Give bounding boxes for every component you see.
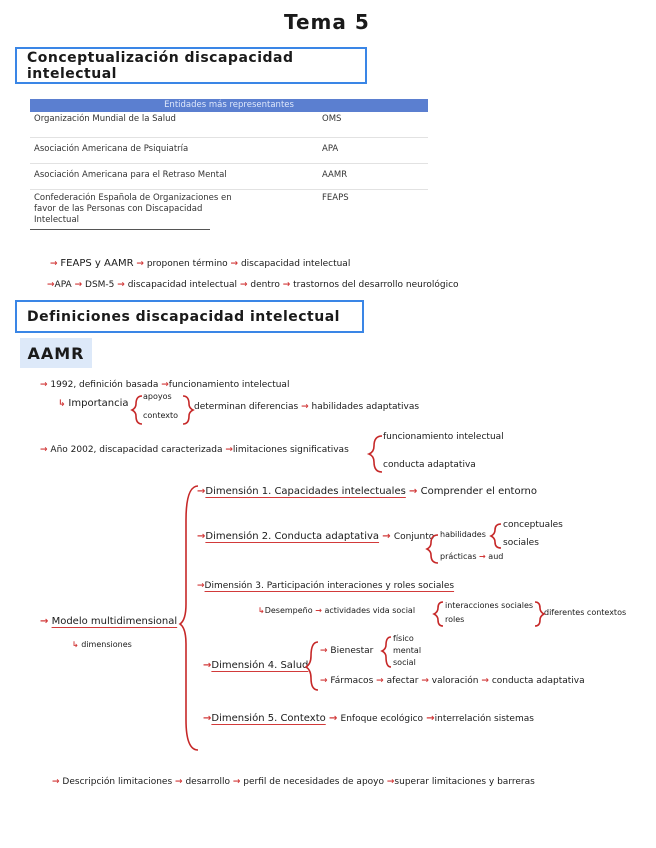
dim2-habilidades: habilidades <box>440 530 486 539</box>
table-cell-abbr: OMS <box>322 114 342 124</box>
importancia-item-apoyos: apoyos <box>143 392 172 401</box>
table-cell-entity: Confederación Española de Organizaciones en <box>34 193 232 203</box>
dim4-fisico: físico <box>393 634 414 643</box>
table-cell-entity: Asociación Americana para el Retraso Mental <box>34 170 227 180</box>
table-cell-abbr: AAMR <box>322 170 348 180</box>
brace-dim2-conjunto <box>427 535 438 563</box>
section-heading-text: Definiciones discapacidad intelectual <box>27 308 340 325</box>
dim4-social: social <box>393 658 416 667</box>
note-feaps-aamr: → FEAPS y AAMR → proponen término → discapacidad intelectual <box>50 258 351 269</box>
brace-modelo <box>180 486 198 750</box>
brace-dim2-habilidades <box>491 524 501 548</box>
table-header: Entidades más representantes <box>30 99 428 112</box>
brace-dim4 <box>306 642 318 690</box>
modelo-sub: ↳ dimensiones <box>72 640 132 649</box>
dim3-desempeno: ↳Desempeño → actividades vida social <box>258 606 416 615</box>
modelo-label: → Modelo multidimensional <box>40 616 178 627</box>
note-apa-dsm: →APA → DSM-5 → discapacidad intelectual → dentro → trastornos del desarrollo neurológico <box>47 280 459 290</box>
brace-2002 <box>369 436 382 472</box>
note-2002: → Año 2002, discapacidad caracterizada →limitaciones significativas <box>40 445 349 455</box>
importancia-label: ↳ Importancia <box>58 398 129 409</box>
table-cell-entity: Organización Mundial de la Salud <box>34 114 176 124</box>
table-cell-abbr: FEAPS <box>322 193 349 203</box>
brace-importancia <box>132 396 142 424</box>
d2002-item-conducta: conducta adaptativa <box>383 460 476 470</box>
page-title: Tema 5 <box>284 10 370 34</box>
table-cell-abbr: APA <box>322 144 339 154</box>
dim4-farmacos: → Fármacos → afectar → valoración → conducta adaptativa <box>320 676 585 686</box>
dim3-contextos: diferentes contextos <box>544 608 627 617</box>
dim4-bienestar: → Bienestar <box>320 646 374 656</box>
dimension-2: →Dimensión 2. Conducta adaptativa → Conjunto <box>197 531 435 542</box>
dim4-mental: mental <box>393 646 422 655</box>
section-heading-text: Conceptualización discapacidad intelectual <box>27 49 294 82</box>
dim2-conceptuales: conceptuales <box>503 520 563 530</box>
dim3-interacciones: interacciones sociales <box>445 601 534 610</box>
brace-dim4-bienestar <box>382 637 391 667</box>
dim2-practicas: prácticas → aud <box>440 552 504 561</box>
dimension-4: →Dimensión 4. Salud <box>203 660 309 671</box>
table-cell-entity: Intelectual <box>34 215 80 225</box>
brace-dim3-right <box>535 602 544 626</box>
note-descripcion: → Descripción limitaciones → desarrollo → perfil de necesidades de apoyo →superar limitaciones y barreras <box>52 777 535 787</box>
importancia-item-contexto: contexto <box>143 411 179 420</box>
table-cell-entity: favor de las Personas con Discapacidad <box>34 204 203 214</box>
dim3-roles: roles <box>445 615 465 624</box>
table-cell-entity: Asociación Americana de Psiquiatría <box>34 144 189 154</box>
d2002-item-funcionamiento: funcionamiento intelectual <box>383 432 504 442</box>
dimension-5: →Dimensión 5. Contexto → Enfoque ecológico →interrelación sistemas <box>203 713 534 724</box>
note-1992: → 1992, definición basada →funcionamiento intelectual <box>40 380 290 390</box>
importancia-result: determinan diferencias → habilidades adaptativas <box>194 402 420 412</box>
brace-importancia-right <box>183 396 193 424</box>
dimension-1: →Dimensión 1. Capacidades intelectuales → Comprender el entorno <box>197 486 537 497</box>
dim2-sociales: sociales <box>503 538 539 548</box>
dimension-3: →Dimensión 3. Participación interaciones y roles sociales <box>197 581 455 591</box>
brace-dim3-items <box>434 602 443 626</box>
subheading-aamr: AAMR <box>20 338 92 368</box>
